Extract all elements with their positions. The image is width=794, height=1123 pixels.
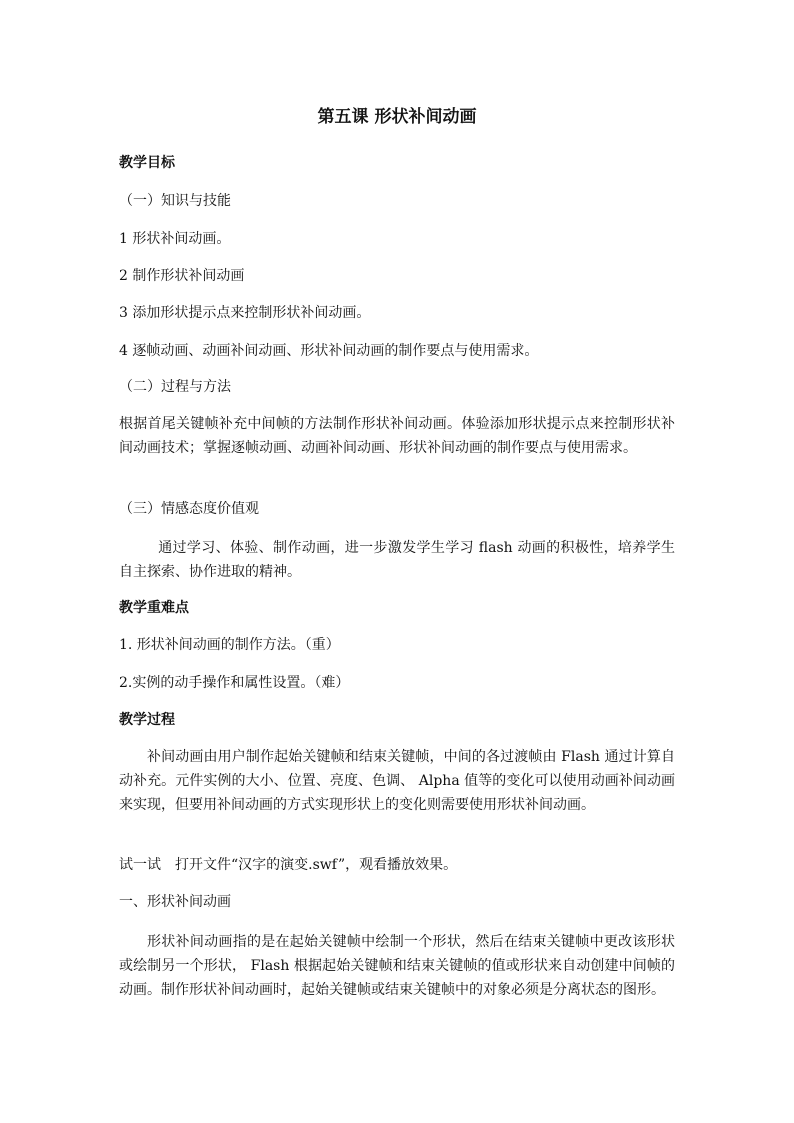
- process-method-heading: （二）过程与方法: [119, 379, 231, 395]
- knowledge-heading: （一）知识与技能: [119, 193, 231, 209]
- shape-tween-subheading: 一、形状补间动画: [119, 894, 231, 910]
- lesson-title: 第五课 形状补间动画: [317, 107, 477, 127]
- knowledge-item-4: 4 逐帧动画、动画补间动画、形状补间动画的制作要点与使用需求。: [119, 343, 539, 359]
- shape-tween-definition: 形状补间动画指的是在起始关键帧中绘制一个形状，然后在结束关键帧中更改该形状或绘制另一个形状， Flash 根据起始关键帧和结束关键帧的值或形状来自动创建中间帧的动画。制作形状补间动画时，起始关键帧或结束关键帧中的对象必须是分离状态的图形。: [119, 934, 675, 998]
- key-point-1: 1. 形状补间动画的制作方法。（重）: [119, 637, 340, 653]
- knowledge-item-1: 1 形状补间动画。: [119, 231, 231, 247]
- emotion-text: 通过学习、体验、制作动画，进一步激发学生学习 flash 动画的积极性，培养学生自主探索、协作进取的精神。: [119, 540, 675, 580]
- emotion-heading: （三）情感态度价值观: [119, 501, 259, 517]
- process-method-text: 根据首尾关键帧补充中间帧的方法制作形状补间动画。体验添加形状提示点来控制形状补间动画技术；掌握逐帧动画、动画补间动画、形状补间动画的制作要点与使用需求。: [119, 416, 675, 456]
- objectives-heading: 教学目标: [119, 155, 175, 171]
- knowledge-item-2: 2 制作形状补间动画: [119, 268, 245, 284]
- tween-intro-paragraph: 补间动画由用户制作起始关键帧和结束关键帧，中间的各过渡帧由 Flash 通过计算自动补充。元件实例的大小、位置、亮度、色调、 Alpha 值等的变化可以使用动画补间动画来实现，但要用补间动画的方式实现形状上的变化则需要使用形状补间动画。: [119, 749, 675, 813]
- knowledge-item-3: 3 添加形状提示点来控制形状补间动画。: [119, 305, 371, 321]
- key-point-2: 2.实例的动手操作和属性设置。（难）: [119, 675, 350, 691]
- try-it-line: 试一试 打开文件“汉字的演变.swf”，观看播放效果。: [119, 857, 458, 873]
- key-points-heading: 教学重难点: [119, 600, 189, 616]
- teaching-process-heading: 教学过程: [119, 712, 175, 728]
